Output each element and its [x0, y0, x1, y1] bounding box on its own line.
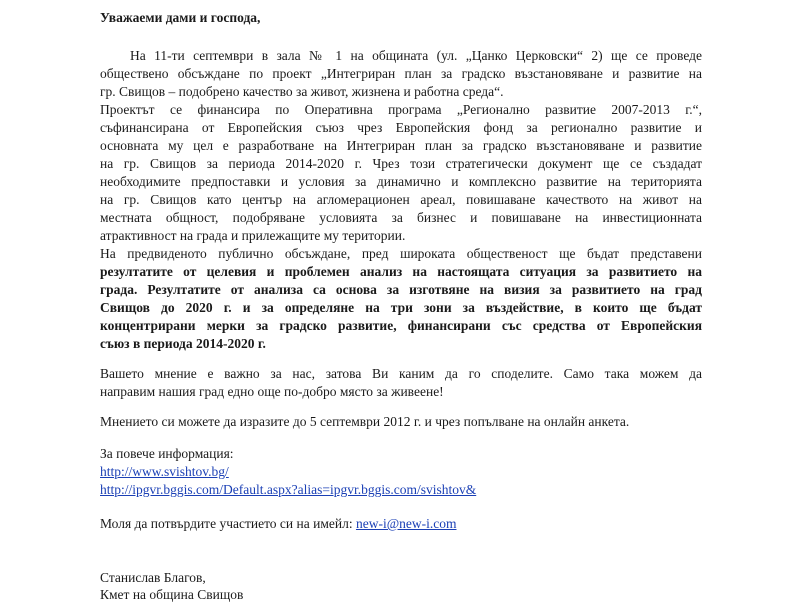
paragraph-3-bold-line: града. Резултатите от анализа са основа за изготвяне на визия за развитието на град: [100, 282, 702, 297]
paragraph-3-bold-line: резултатите от целевия и проблемен анализ на настоящата ситуация за развитието на: [100, 264, 702, 279]
email-link[interactable]: new-i@new-i.com: [355, 516, 457, 531]
paragraph-2-line: необходимите предпоставки и условия за динамично и комплексно развитие на територията: [100, 174, 702, 189]
paragraph-2-line: съфинансирана от Европейския съюз чрез Европейския фонд за регионално развитие и: [100, 120, 702, 135]
paragraph-4-line: Вашето мнение е важно за нас, затова Ви каним да го споделите. Само така можем да: [100, 366, 702, 381]
paragraph-3-bold-line: Свищов до 2020 г. и за определяне на три зони за въздействие, в които ще бъдат: [100, 300, 702, 315]
ipgvr-portal-link[interactable]: http://ipgvr.bggis.com/Default.aspx?alias=ipgvr.bggis.com/svishtov&: [100, 482, 477, 497]
paragraph-1-line: гр. Свищов – подобрено качество за живот, жизнена и работна среда“.: [100, 84, 504, 99]
paragraph-2-line: атрактивност на града и прилежащите му територии.: [100, 228, 406, 243]
confirmation-line: [100, 514, 457, 533]
paragraph-5: Мнението си можете да изразите до 5 септември 2012 г. и чрез попълване на онлайн анкета.: [100, 414, 630, 429]
paragraph-2-line: Проектът се финансира по Оперативна програма „Регионално развитие 2007-2013 г.“,: [100, 102, 702, 117]
paragraph-3-bold-line: концентрирани мерки за градско развитие, финансирани със средства от Европейския: [100, 318, 702, 333]
paragraph-1-line: обществено обсъждане по проект „Интегриран план за градско възстановяване и развитие на: [100, 66, 702, 81]
salutation: Уважаеми дами и господа,: [100, 10, 261, 25]
paragraph-2-line: местната общност, подобряване условията за бизнес и повишаване на инвестиционната: [100, 210, 702, 225]
paragraph-1-line: На 11-ти септември в зала № 1 на общината (ул. „Цанко Церковски“ 2) ще се проведе: [130, 48, 702, 63]
info-label: За повече информация:: [100, 446, 234, 461]
svishtov-website-link[interactable]: http://www.svishtov.bg/: [100, 464, 229, 479]
signature-title: Кмет на община Свищов: [100, 587, 244, 602]
paragraph-2-line: на гр. Свищов като център на агломерационен ареал, повишаване качеството на живот на: [100, 192, 702, 207]
paragraph-2-line: основната му цел е разработване на Интегриран план за градско възстановяване и развитие: [100, 138, 702, 153]
paragraph-3-bold-line: съюз в периода 2014-2020 г.: [100, 336, 266, 351]
signature-name: Станислав Благов,: [100, 570, 206, 585]
confirmation-text: Моля да потвърдите участието си на имейл:: [100, 516, 353, 531]
paragraph-4-line: направим нашия град едно още по-добро място за живеене!: [100, 384, 444, 399]
paragraph-2-line: на гр. Свищов за периода 2014-2020 г. Чрез този стратегически документ ще се създадат: [100, 156, 702, 171]
paragraph-3-intro: На предвиденото публично обсъждане, пред широката общественост ще бъдат представени: [100, 246, 702, 261]
